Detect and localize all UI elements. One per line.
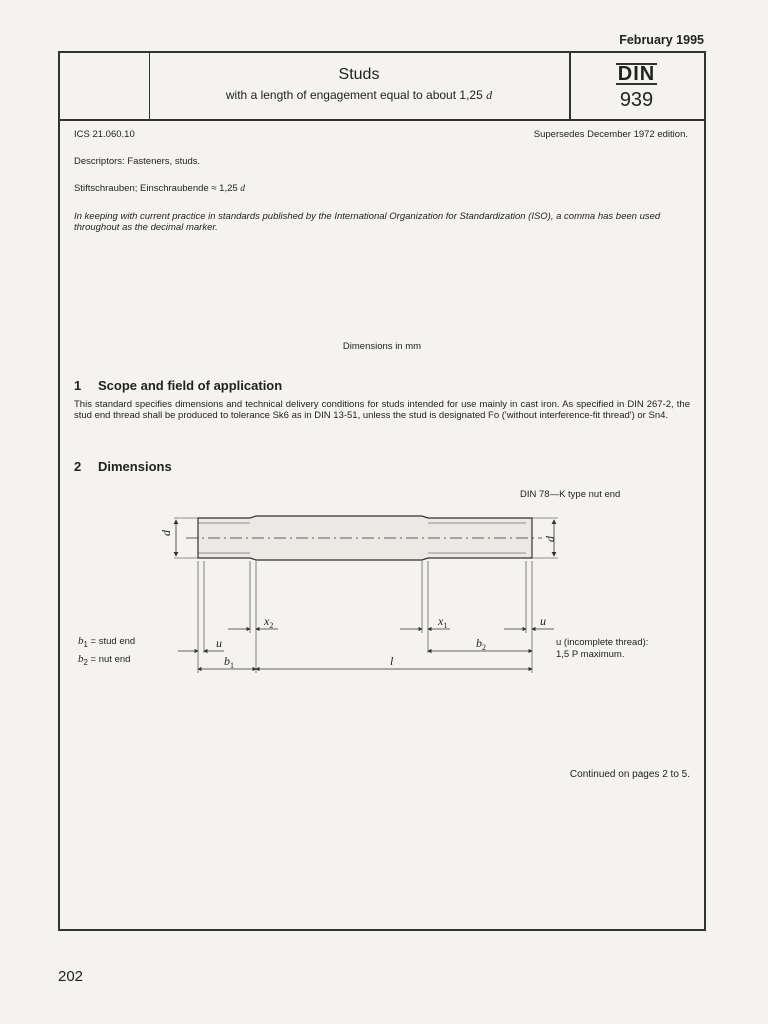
section-2-number: 2 [74, 459, 82, 474]
german-title-variable: d [240, 184, 246, 194]
label-u-right: u [540, 614, 546, 628]
german-title [74, 183, 245, 194]
label-d-left: d [159, 530, 173, 536]
title-block-left-cell [60, 53, 150, 119]
din-cell [569, 53, 704, 119]
page-number: 202 [58, 968, 84, 985]
iso-decimal-note: In keeping with current practice in standards published by the International Organization for Standardization (ISO), a comma has been used throughout as the decimal marker. [74, 211, 661, 233]
title-cell [149, 53, 571, 119]
document-title: Studs [338, 66, 380, 83]
legend [78, 634, 135, 670]
legend-text: = nut end [87, 653, 131, 665]
document-subtitle [149, 88, 569, 103]
legend-subscript: 2 [83, 657, 88, 667]
supersedes-note: Supersedes December 1972 edition. [533, 129, 688, 140]
german-title-text: Stiftschrauben; Einschraubende ≈ 1,25 [74, 183, 238, 194]
document-frame [58, 51, 706, 931]
section-1-title: Scope and field of application [98, 378, 283, 393]
section-1-number: 1 [74, 378, 82, 393]
section-1-body: This standard specifies dimensions and technical delivery conditions for studs intended for use mainly in cast iron. As specified in DIN 267-2, the stud end thread shall be produced to tolerance Sk6 as in DIN 13-51, unless the stud is designated Fo ('without interference-fit thread') or Sn4. [74, 399, 690, 421]
label-u-left: u [216, 636, 222, 650]
legend-item-b2 [78, 652, 135, 670]
u-note-line-1: u (incomplete thread): [556, 637, 649, 648]
label-b1: $b_1$ [224, 654, 234, 670]
diagram-caption: DIN 78—K type nut end [520, 489, 621, 500]
legend-item-b1 [78, 634, 135, 652]
document-date: February 1995 [619, 33, 704, 47]
descriptors: Descriptors: Fasteners, studs. [74, 156, 201, 167]
label-l: l [390, 654, 394, 668]
label-b2: $b_2$ [476, 636, 486, 652]
subtitle-variable: d [486, 88, 493, 102]
label-d-right: d [543, 536, 557, 542]
ics-code: ICS 21.060.10 [74, 129, 135, 140]
legend-symbol: b [78, 635, 84, 647]
label-x1: $x_1$ [438, 614, 448, 630]
subtitle-text: with a length of engagement equal to about 1,25 [225, 88, 483, 102]
section-2-heading [74, 459, 172, 474]
label-x2: $x_2$ [264, 614, 274, 630]
section-2-title: Dimensions [98, 459, 172, 474]
legend-subscript: 1 [83, 639, 88, 649]
din-logo: DIN [617, 63, 656, 85]
legend-symbol: b [78, 652, 84, 665]
stud-dimension-drawing [60, 483, 704, 670]
dimensions-note: Dimensions in mm [342, 341, 422, 352]
title-block [60, 53, 704, 121]
legend-text: = stud end [87, 636, 136, 647]
u-note-line-2: 1,5 P maximum. [556, 649, 625, 660]
section-1-heading [74, 378, 282, 393]
continued-note: Continued on pages 2 to 5. [569, 769, 690, 780]
din-number: 939 [619, 89, 654, 111]
